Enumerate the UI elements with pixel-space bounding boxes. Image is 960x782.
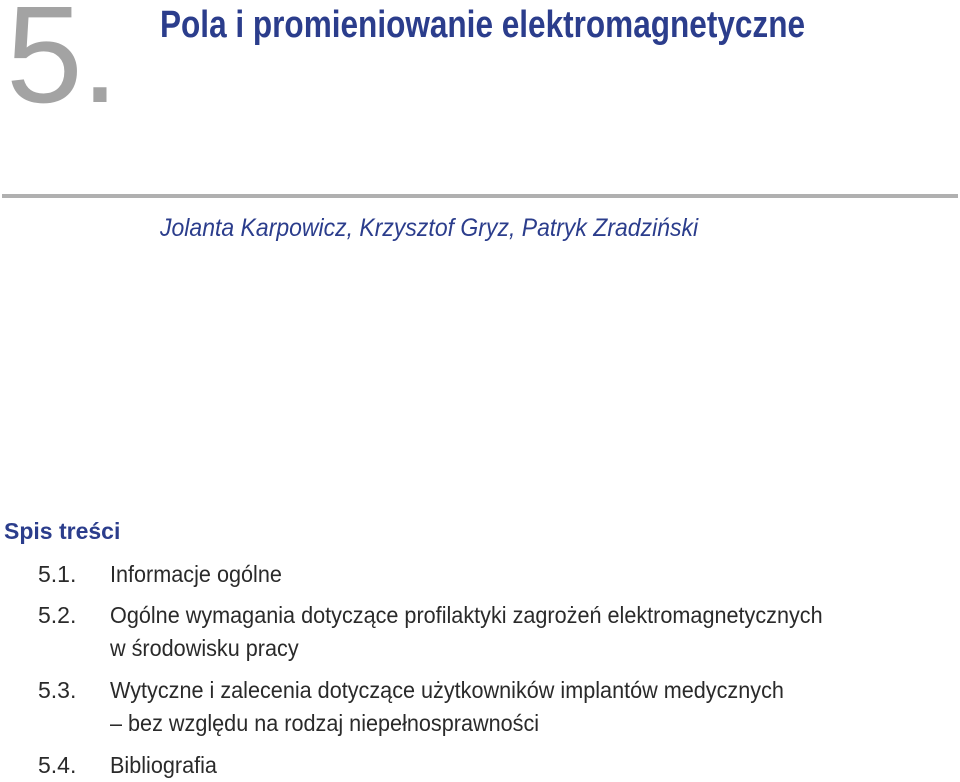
chapter-title: Pola i promieniowanie elektromagnetyczne	[160, 4, 806, 46]
toc-entry-text	[110, 674, 784, 740]
toc-entry-line: Ogólne wymagania dotyczące profilaktyki zagrożeń elektromagnetycznych	[110, 602, 823, 628]
toc-entry-5-2	[38, 599, 868, 665]
toc-entry-line: Wytyczne i zalecenia dotyczące użytkowników implantów medycznych	[110, 677, 784, 703]
toc-entry-line: w środowisku pracy	[110, 635, 299, 661]
toc-entry-5-3	[38, 674, 827, 740]
toc-heading: Spis treści	[4, 518, 121, 544]
toc-entry-text	[110, 558, 282, 591]
toc-entry-number: 5.2.	[38, 602, 77, 628]
toc-entry-5-4	[38, 749, 224, 782]
toc-entry-line: Informacje ogólne	[110, 561, 282, 587]
toc-entry-line: – bez względu na rodzaj niepełnosprawności	[110, 710, 540, 736]
title-divider	[2, 194, 958, 198]
toc-entry-5-1	[38, 558, 293, 591]
toc-entry-number: 5.4.	[38, 752, 77, 778]
toc-entry-line: Bibliografia	[110, 752, 217, 778]
toc-entry-number: 5.1.	[38, 561, 77, 587]
toc-entry-text	[110, 599, 823, 665]
chapter-number: 5.	[6, 0, 118, 132]
toc-entry-text	[110, 749, 217, 782]
chapter-authors: Jolanta Karpowicz, Krzysztof Gryz, Patryk Zradziński	[160, 214, 699, 242]
toc-entry-number: 5.3.	[38, 677, 77, 703]
